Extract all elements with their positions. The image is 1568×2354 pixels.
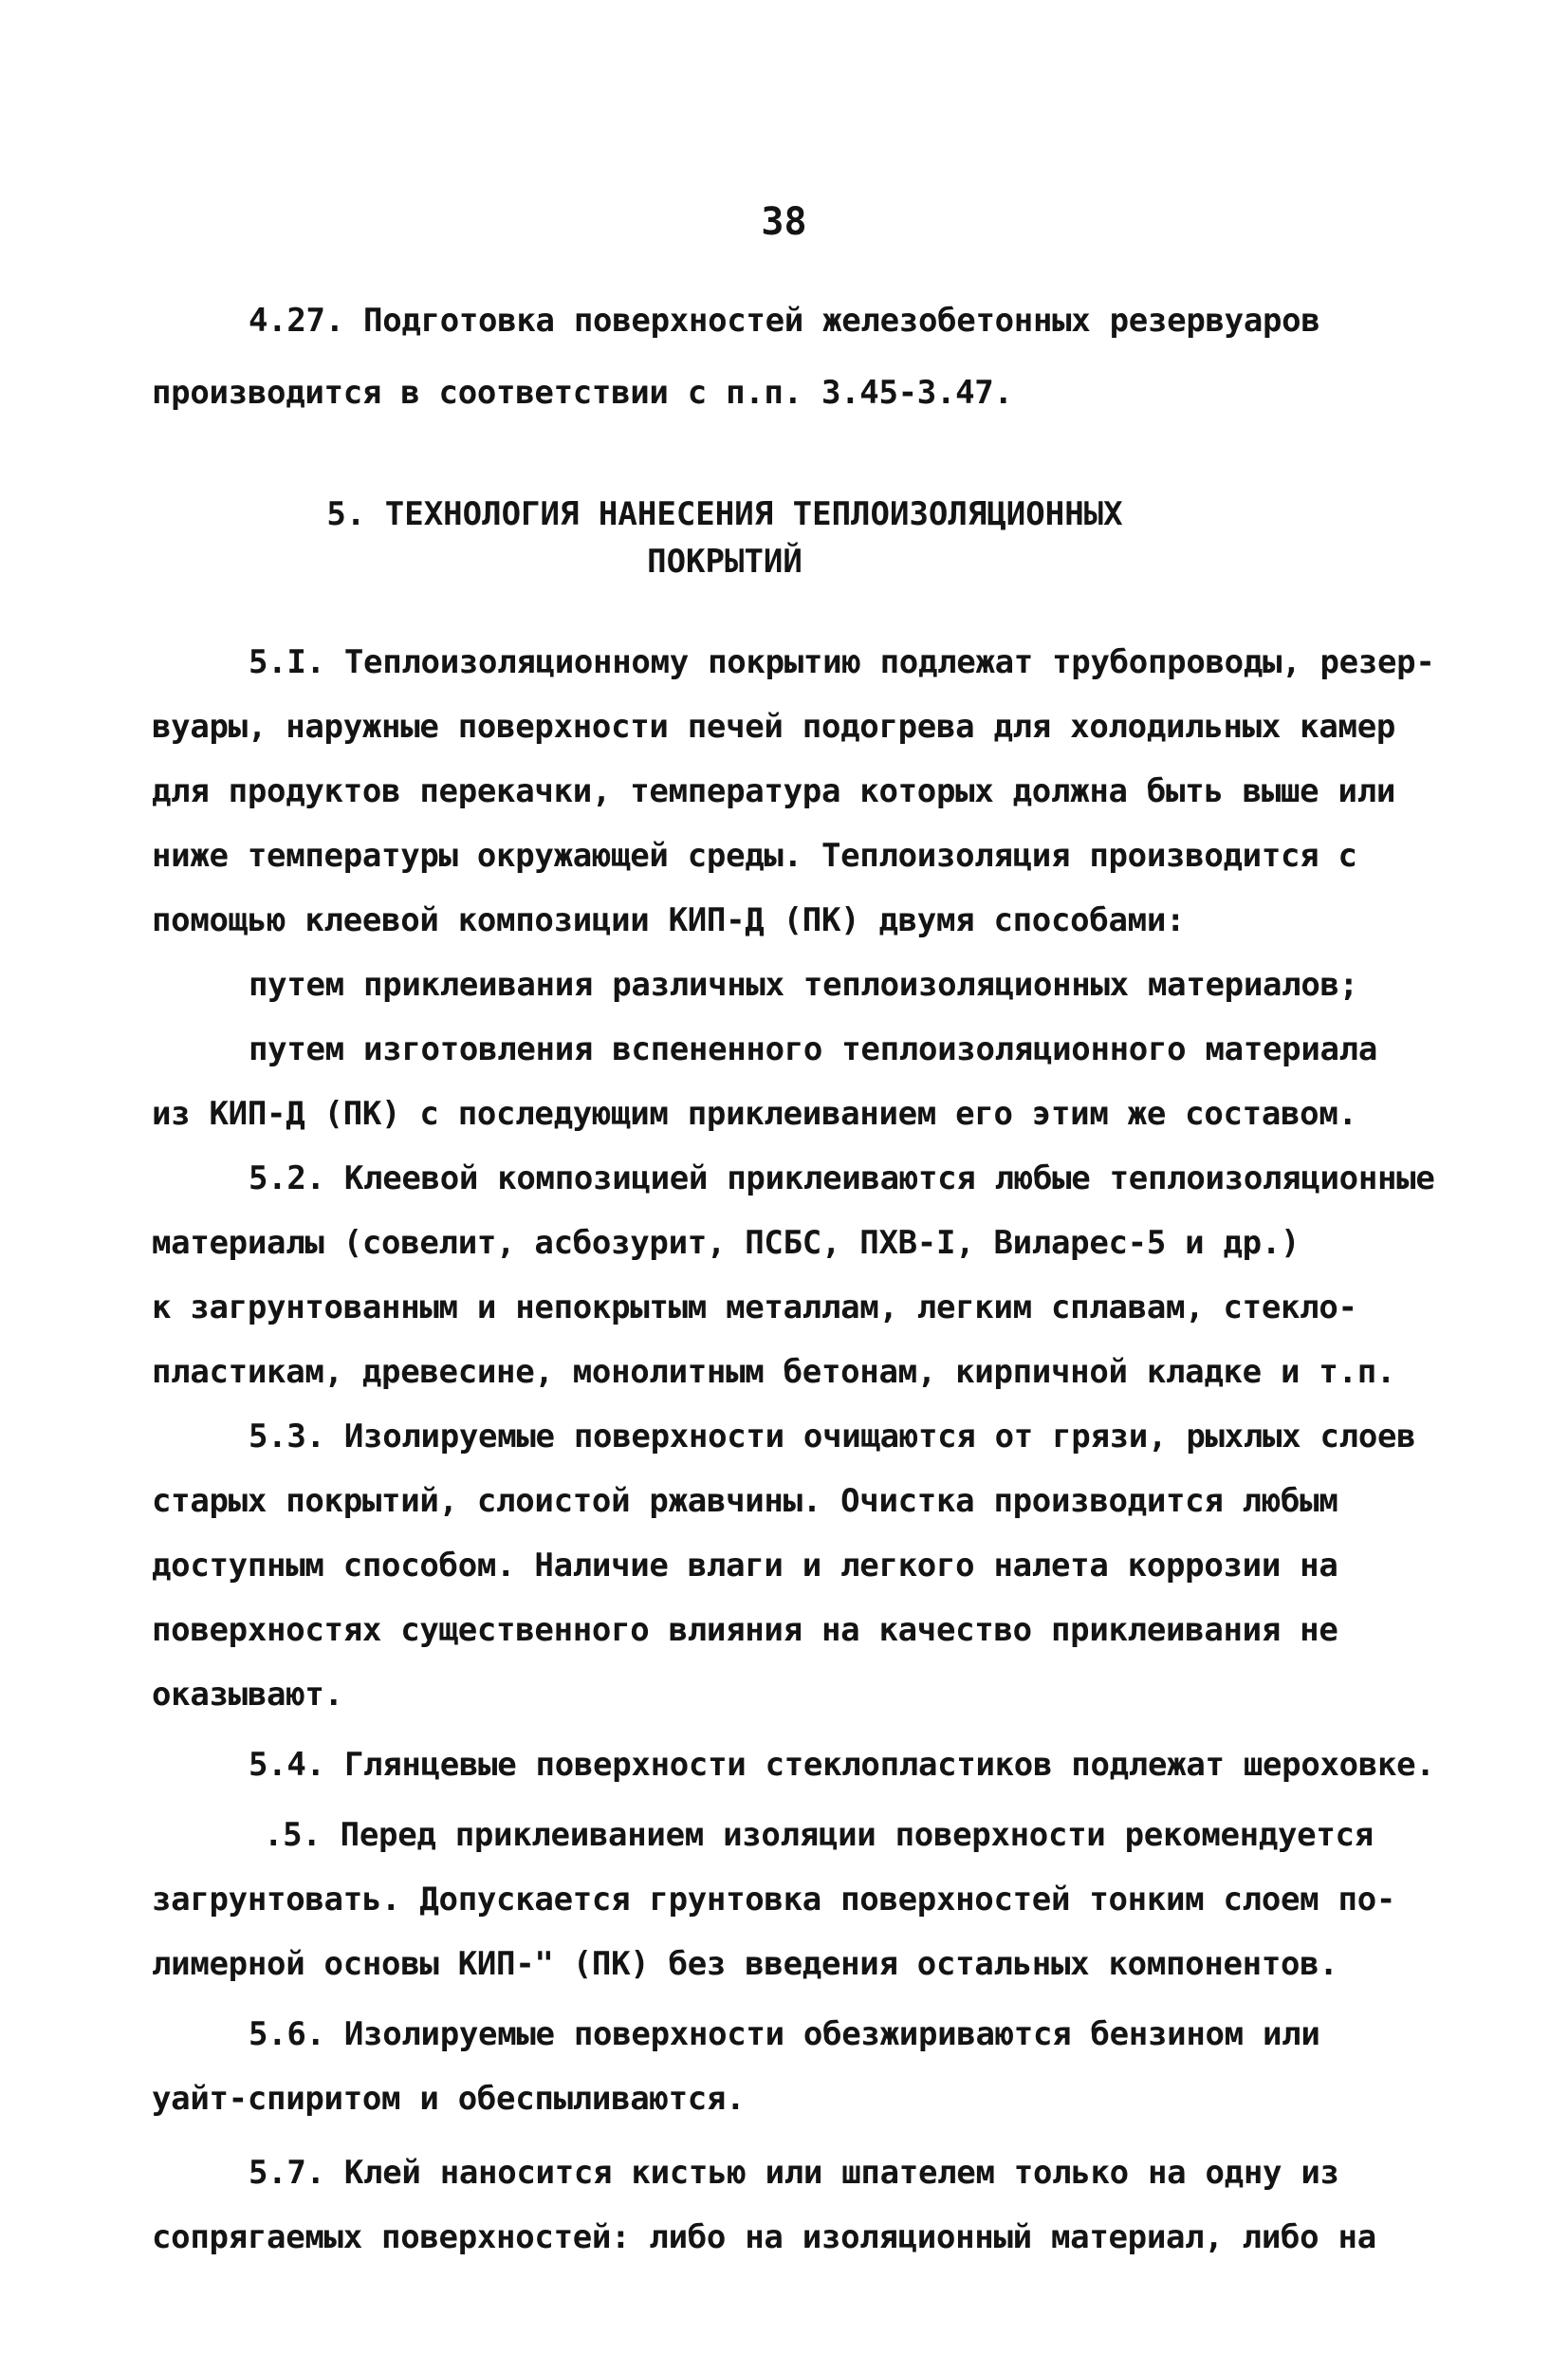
- text-line: сопрягаемых поверхностей: либо на изоляционный материал, либо на: [152, 2218, 1376, 2256]
- text-line: 5.3. Изолируемые поверхности очищаются от грязи, рыхлых слоев: [249, 1418, 1416, 1455]
- text-line: лимерной основы КИП-" (ПК) без введения остальных компонентов.: [152, 1945, 1338, 1983]
- text-line: загрунтовать. Допускается грунтовка поверхностей тонким слоем по-: [152, 1881, 1396, 1918]
- text-line: 5.6. Изолируемые поверхности обезжириваются бензином или: [249, 2015, 1320, 2053]
- text-line: 5.2. Клеевой композицией приклеиваются любые теплоизоляционные: [249, 1159, 1435, 1197]
- text-line: 5.I. Теплоизоляционному покрытию подлежат трубопроводы, резер-: [249, 643, 1435, 681]
- text-line: вуары, наружные поверхности печей подогрева для холодильных камер: [152, 708, 1396, 746]
- paragraph-5-4: 5.4. Глянцевые поверхности стеклопластиков подлежат шероховке.: [249, 1746, 1435, 1784]
- text-line: к загрунтованным и непокрытым металлам, легким сплавам, стекло-: [152, 1288, 1357, 1326]
- text-line: производится в соответствии с п.п. 3.45-3.47.: [152, 374, 1013, 412]
- text-line: поверхностях существенного влияния на качество приклеивания не: [152, 1611, 1338, 1649]
- heading-line: 5. ТЕХНОЛОГИЯ НАНЕСЕНИЯ ТЕПЛОИЗОЛЯЦИОННЫХ: [326, 495, 1123, 533]
- text-line: помощью клеевой композиции КИП-Д (ПК) двумя способами:: [152, 901, 1186, 939]
- page-number: 38: [761, 200, 807, 244]
- text-line: уайт-спиритом и обеспыливаются.: [152, 2080, 746, 2118]
- text-line: пластикам, древесине, монолитным бетонам, кирпичной кладке и т.п.: [152, 1353, 1396, 1391]
- text-line: путем изготовления вспененного теплоизоляционного материала: [249, 1030, 1378, 1068]
- text-line: материалы (совелит, асбозурит, ПСБС, ПХВ-I, Виларес-5 и др.): [152, 1224, 1301, 1262]
- text-line: 5.7. Клей наносится кистью или шпателем только на одну из: [249, 2154, 1339, 2192]
- text-line: для продуктов перекачки, температура которых должна быть выше или: [152, 772, 1396, 810]
- text-line: .5. Перед приклеиванием изоляции поверхности рекомендуется: [264, 1816, 1374, 1854]
- text-line: доступным способом. Наличие влаги и легкого налета коррозии на: [152, 1547, 1338, 1585]
- text-line: из КИП-Д (ПК) с последующим приклеиванием его этим же составом.: [152, 1095, 1357, 1133]
- text-line: оказывают.: [152, 1676, 343, 1714]
- text-line: ниже температуры окружающей среды. Теплоизоляция производится с: [152, 837, 1357, 875]
- heading-line: ПОКРЫТИЙ: [647, 543, 802, 581]
- text-line: старых покрытий, слоистой ржавчины. Очистка производится любым: [152, 1482, 1338, 1520]
- method-1-line: путем приклеивания различных теплоизоляционных материалов;: [249, 966, 1358, 1004]
- text-line: 4.27. Подготовка поверхностей железобетонных резервуаров: [249, 302, 1320, 340]
